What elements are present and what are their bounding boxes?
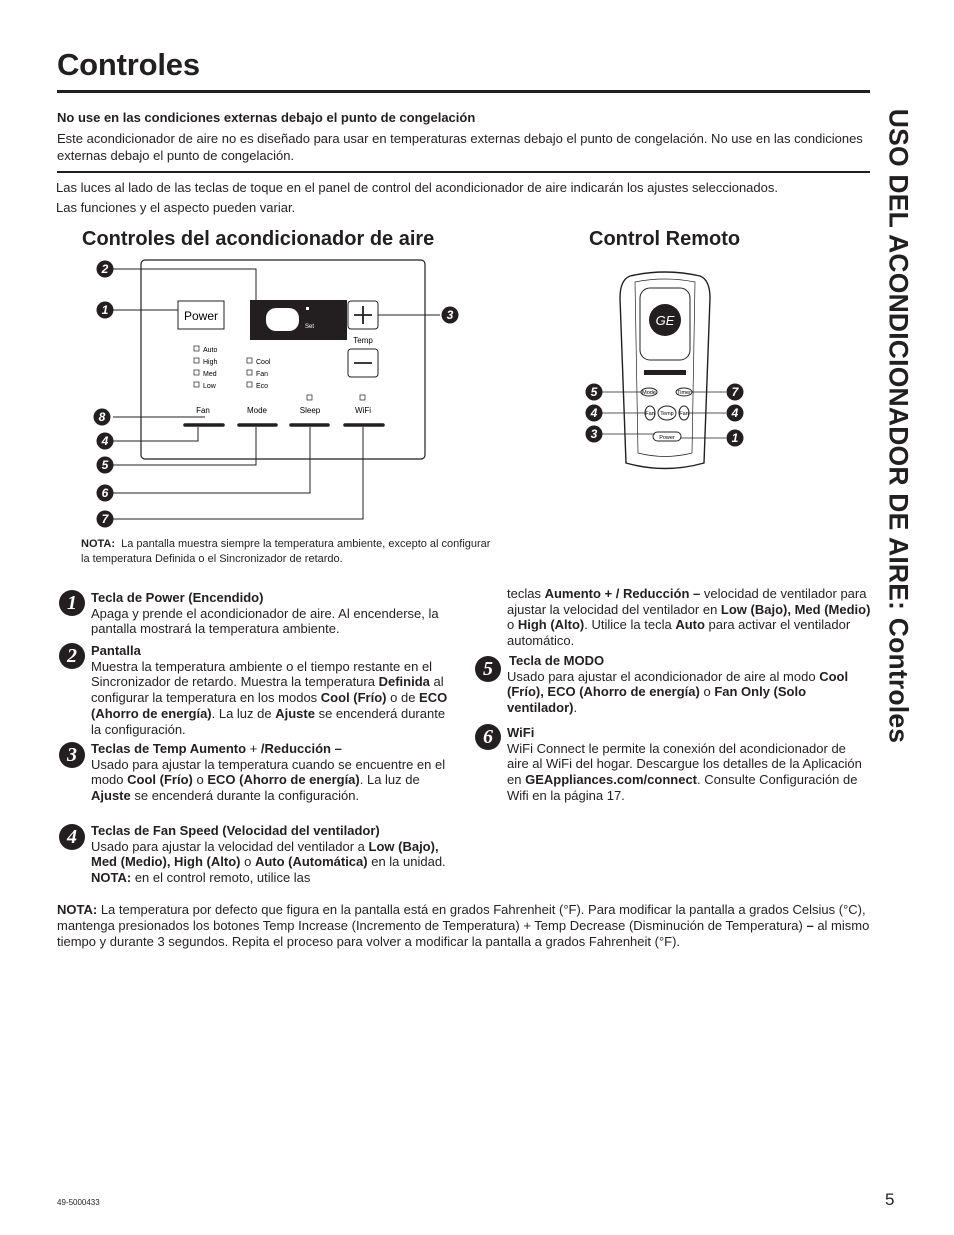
intro-line-2: Las funciones y el aspecto pueden variar. (56, 200, 296, 215)
svg-text:Temp: Temp (660, 411, 674, 417)
svg-text:Fan: Fan (679, 411, 689, 417)
item-5-bold: Fan Only (Solo ventilador) (507, 684, 807, 716)
item-2-text: o de (386, 690, 420, 706)
item-4-text: Usado para ajustar la velocidad del ventilador a (91, 838, 369, 854)
item-5-text: o (699, 684, 715, 700)
item-3-title: + (246, 741, 261, 756)
item-2-text: se encenderá durante la configuración. (91, 705, 446, 737)
item-4-bold: Aumento + / Reducción – (544, 586, 701, 601)
item-2-bold: Ajuste (275, 705, 315, 721)
item-4-continued (507, 586, 877, 649)
item-6-text: . Consulte Configuración de Wifi en la página 17. (507, 772, 858, 803)
item-4-text: velocidad de ventilador para ajustar la velocidad del ventilador en (507, 586, 867, 617)
item-2-bold: ECO (Ahorro de energía) (91, 690, 448, 721)
item-6-bold: GEAppliances.com/connect (525, 772, 698, 788)
warning-rule (57, 171, 870, 173)
item-3-text: Usado para ajustar la temperatura cuando se encuentre en el modo (91, 756, 446, 788)
item-4-text: o (507, 617, 518, 633)
page-title: Controles (57, 47, 200, 82)
key-labels (196, 406, 371, 415)
svg-text:GE: GE (655, 313, 675, 328)
svg-text:Cool: Cool (256, 359, 271, 366)
warning-heading: No use en las condiciones externas debajo el punto de congelación (57, 110, 476, 125)
svg-text:Fan: Fan (256, 371, 269, 378)
temp-label: Temp (353, 336, 373, 345)
svg-text:Auto: Auto (203, 347, 218, 354)
item-4-bold: NOTA: (91, 870, 132, 886)
plus-icon (354, 306, 372, 324)
bottom-note-dash: – (806, 918, 814, 933)
svg-text:Fan: Fan (645, 411, 655, 417)
svg-text:Mode: Mode (246, 406, 268, 415)
item-4-bold: Low (Bajo), Med (Medio), High (Alto) (91, 838, 439, 870)
item-5-number: 5 (475, 656, 501, 682)
svg-text:8: 8 (98, 410, 106, 424)
item-1 (91, 590, 466, 637)
item-1-text: Apaga y prende el acondicionador de aire. Al encenderse, la pantalla mostrará la temperatura ambiente. (91, 605, 439, 637)
svg-text:6: 6 (101, 486, 109, 500)
item-6-title: WiFi (507, 725, 535, 740)
svg-text:Med: Med (203, 371, 217, 378)
item-2-number: 2 (59, 643, 85, 669)
item-3-number: 3 (59, 742, 85, 768)
item-3 (91, 741, 451, 804)
item-6 (507, 725, 867, 804)
item-4 (91, 823, 456, 886)
item-4-text: en el control remoto, utilice las (131, 870, 311, 886)
item-4-bold: Low (Bajo), Med (Medio) (720, 601, 871, 617)
item-4-text: . Utilice la tecla (584, 617, 676, 633)
svg-text:1: 1 (101, 303, 109, 317)
item-4-bold: Auto (675, 617, 705, 633)
item-4-title: Teclas de Fan Speed (Velocidad del ventilador) (91, 823, 380, 838)
set-label: Set (305, 324, 315, 330)
remote-heading: Control Remoto (589, 228, 741, 250)
wifi-led (360, 395, 365, 400)
mode-options (247, 358, 271, 390)
item-5 (507, 653, 877, 716)
panel-note-label: NOTA: (81, 538, 116, 550)
side-title-text: USO DEL ACONDICIONADOR DE AIRE: Controles (883, 108, 914, 744)
item-5-text: . (573, 700, 578, 716)
display-digits (266, 308, 299, 331)
item-1-title: Tecla de Power (Encendido) (91, 590, 264, 605)
item-5-bold: Cool (Frío), ECO (Ahorro de energía) (507, 668, 849, 700)
svg-text:4: 4 (101, 434, 109, 448)
panel-note (81, 537, 491, 567)
item-3-text: o (192, 772, 208, 788)
svg-text:Low: Low (203, 383, 216, 390)
item-2-title: Pantalla (91, 643, 141, 658)
document-number: 49-5000433 (57, 1198, 100, 1207)
item-4-number: 4 (59, 824, 85, 850)
svg-text:3: 3 (590, 427, 598, 441)
intro-text (56, 178, 856, 218)
panel-note-text: La pantalla muestra siempre la temperatura ambiente, excepto al configurar la temperatura Definida o el Sincronizador de retardo. (81, 538, 491, 565)
item-2-bold: Definida (378, 674, 430, 690)
svg-text:3: 3 (446, 308, 454, 322)
item-1-number: 1 (59, 590, 85, 616)
item-2-bold: Cool (Frío) (320, 690, 387, 706)
item-3-title: /Reducción – (260, 741, 342, 756)
item-5-text: Usado para ajustar el acondicionador de aire al modo (507, 668, 820, 684)
fan-options (194, 346, 218, 390)
item-3-bold: Ajuste (91, 788, 131, 804)
item-6-text: WiFi Connect le permite la conexión del acondicionador de aire al WiFi del hogar. Descargue los detalles de la Aplicación en (507, 740, 862, 788)
svg-text:4: 4 (731, 406, 739, 420)
bottom-note (57, 902, 887, 950)
svg-text:High: High (203, 359, 218, 366)
svg-text:Eco: Eco (256, 383, 269, 390)
side-title (883, 56, 913, 796)
item-3-title: Teclas de Temp Aumento (91, 741, 247, 756)
sleep-led (307, 395, 312, 400)
svg-text:1: 1 (731, 431, 739, 445)
item-4-text: teclas (507, 586, 545, 601)
svg-text:7: 7 (101, 512, 109, 526)
item-6-number: 6 (475, 724, 501, 750)
item-4-text: para activar el ventilador automático. (507, 617, 851, 649)
panel-outline (141, 260, 425, 459)
control-panel-diagram (90, 255, 470, 535)
item-2-text: Muestra la temperatura ambiente o el tiempo restante en el Sincronizador de retardo. Muestra la temperatura (91, 658, 433, 690)
item-5-title: Tecla de MODO (509, 653, 605, 668)
bottom-note-text: La temperatura por defecto que figura en la pantalla está en grados Fahrenheit (°F). Para modificar la pantalla a grados Celsius (°C), mantenga presionados los botones Temp Increase (Incremento de Temperatura) + Temp Decrease (Disminución de Temperatura) (57, 902, 866, 933)
remote-control-diagram (580, 268, 750, 478)
svg-text:Mode: Mode (642, 390, 656, 396)
bottom-note-label: NOTA: (57, 902, 98, 917)
svg-text:Sleep: Sleep (299, 406, 321, 415)
item-2 (91, 643, 456, 737)
svg-text:5: 5 (590, 385, 598, 399)
intro-line-1: Las luces al lado de las teclas de toque en el panel de control del acondicionador de aire indicarán los ajustes seleccionados. (56, 180, 778, 195)
item-4-bold: Auto (Automática) (254, 854, 368, 870)
svg-text:Power: Power (659, 435, 675, 441)
item-4-text: o (240, 854, 255, 870)
svg-text:Fan: Fan (196, 406, 210, 415)
svg-text:5: 5 (101, 458, 109, 472)
warning-body: Este acondicionador de aire no es diseñado para usar en temperaturas externas debajo el punto de congelación. No use en las condiciones externas debajo el punto de congelación. (57, 131, 863, 163)
item-4-bold: High (Alto) (517, 617, 585, 633)
item-3-text: . La luz de (359, 772, 420, 788)
item-3-text: se encenderá durante la configuración. (130, 788, 360, 804)
item-3-bold: ECO (Ahorro de energía) (207, 772, 360, 788)
bottom-note-text: al mismo tiempo y durante 3 segundos. Repita el proceso para volver a modificar la pantalla a grados Fahrenheit (°F). (57, 918, 870, 949)
svg-text:Timer: Timer (677, 390, 691, 396)
panel-heading: Controles del acondicionador de aire (82, 228, 435, 250)
item-2-text: . La luz de (211, 705, 276, 721)
item-4-text: en la unidad. (367, 854, 446, 870)
title-rule (57, 90, 870, 93)
power-label: Power (183, 309, 219, 323)
svg-text:2: 2 (101, 262, 109, 276)
svg-text:WiFi: WiFi (355, 406, 371, 415)
page-number: 5 (885, 1190, 895, 1209)
item-2-text: al configurar la temperatura en los modos (91, 674, 444, 706)
svg-text:4: 4 (590, 406, 598, 420)
svg-text:7: 7 (731, 385, 739, 399)
item-3-bold: Cool (Frío) (127, 772, 193, 788)
